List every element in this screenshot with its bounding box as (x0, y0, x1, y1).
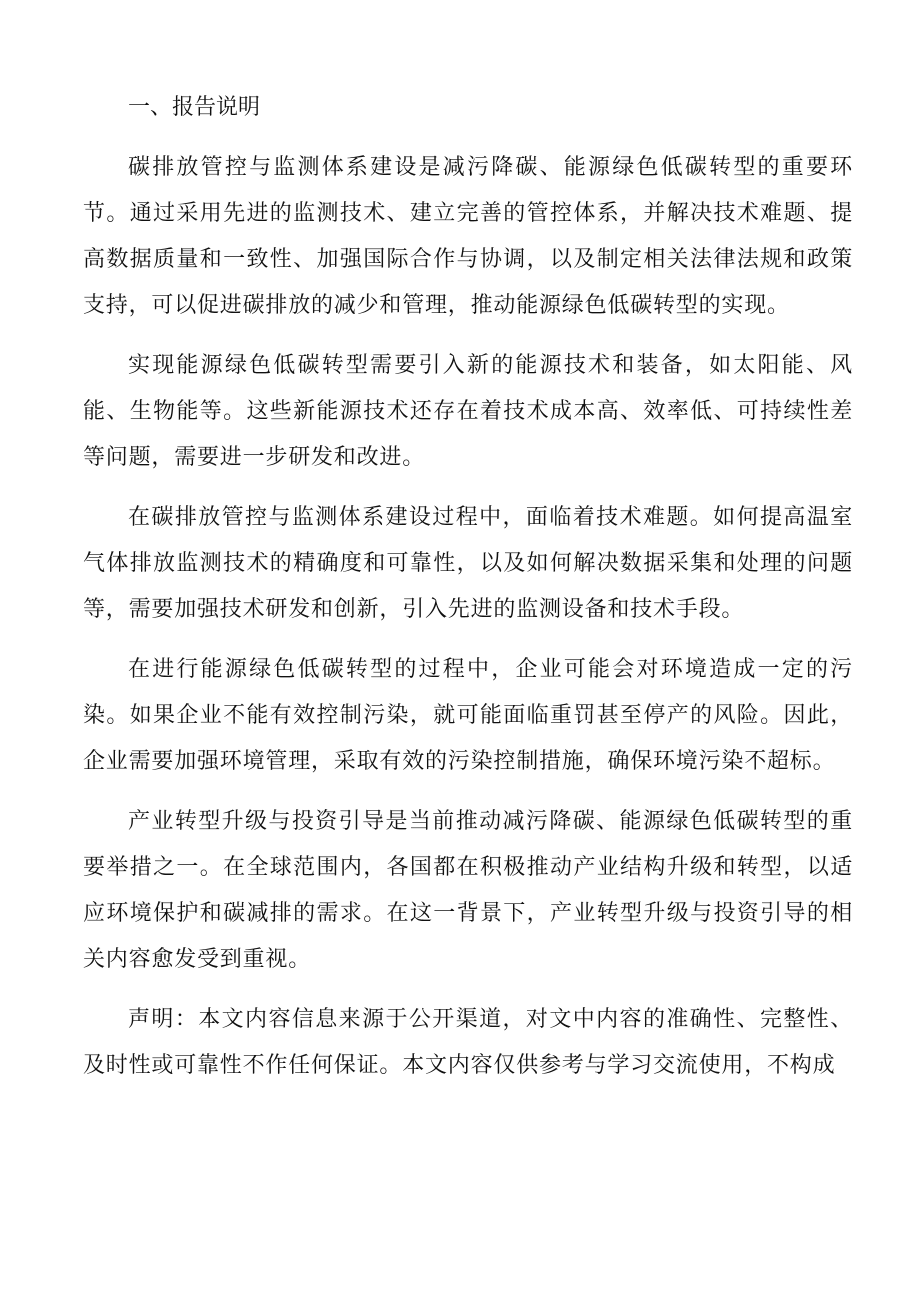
section-heading: 一、报告说明 (128, 95, 261, 120)
paragraph-pollution-risk: 在进行能源绿色低碳转型的过程中，企业可能会对环境造成一定的污染。如果企业不能有效控制污染，就可能面临重罚甚至停产的风险。因此，企业需要加强环境管理，采取有效的污染控制措施，确保环境污染不超标。 (83, 657, 853, 774)
paragraph-technical-challenges: 在碳排放管控与监测体系建设过程中，面临着技术难题。如何提高温室气体排放监测技术的精确度和可靠性，以及如何解决数据采集和处理的问题等，需要加强技术研发和创新，引入先进的监测设备和技术手段。 (83, 505, 853, 622)
document-body (83, 85, 853, 1103)
paragraph-carbon-monitoring: 碳排放管控与监测体系建设是减污降碳、能源绿色低碳转型的重要环节。通过采用先进的监测技术、建立完善的管控体系，并解决技术难题、提高数据质量和一致性、加强国际合作与协调，以及制定相关法律法规和政策支持，可以促进碳排放的减少和管理，推动能源绿色低碳转型的实现。 (83, 155, 853, 318)
paragraph-industry-transformation: 产业转型升级与投资引导是当前推动减污降碳、能源绿色低碳转型的重要举措之一。在全球范围内，各国都在积极推动产业结构升级和转型，以适应环境保护和碳减排的需求。在这一背景下，产业转型升级与投资引导的相关内容愈发受到重视。 (83, 809, 853, 972)
paragraph-new-energy-tech: 实现能源绿色低碳转型需要引入新的能源技术和装备，如太阳能、风能、生物能等。这些新能源技术还存在着技术成本高、效率低、可持续性差等问题，需要进一步研发和改进。 (83, 353, 853, 470)
paragraph-disclaimer: 声明：本文内容信息来源于公开渠道，对文中内容的准确性、完整性、及时性或可靠性不作任何保证。本文内容仅供参考与学习交流使用，不构成 (83, 1007, 853, 1078)
